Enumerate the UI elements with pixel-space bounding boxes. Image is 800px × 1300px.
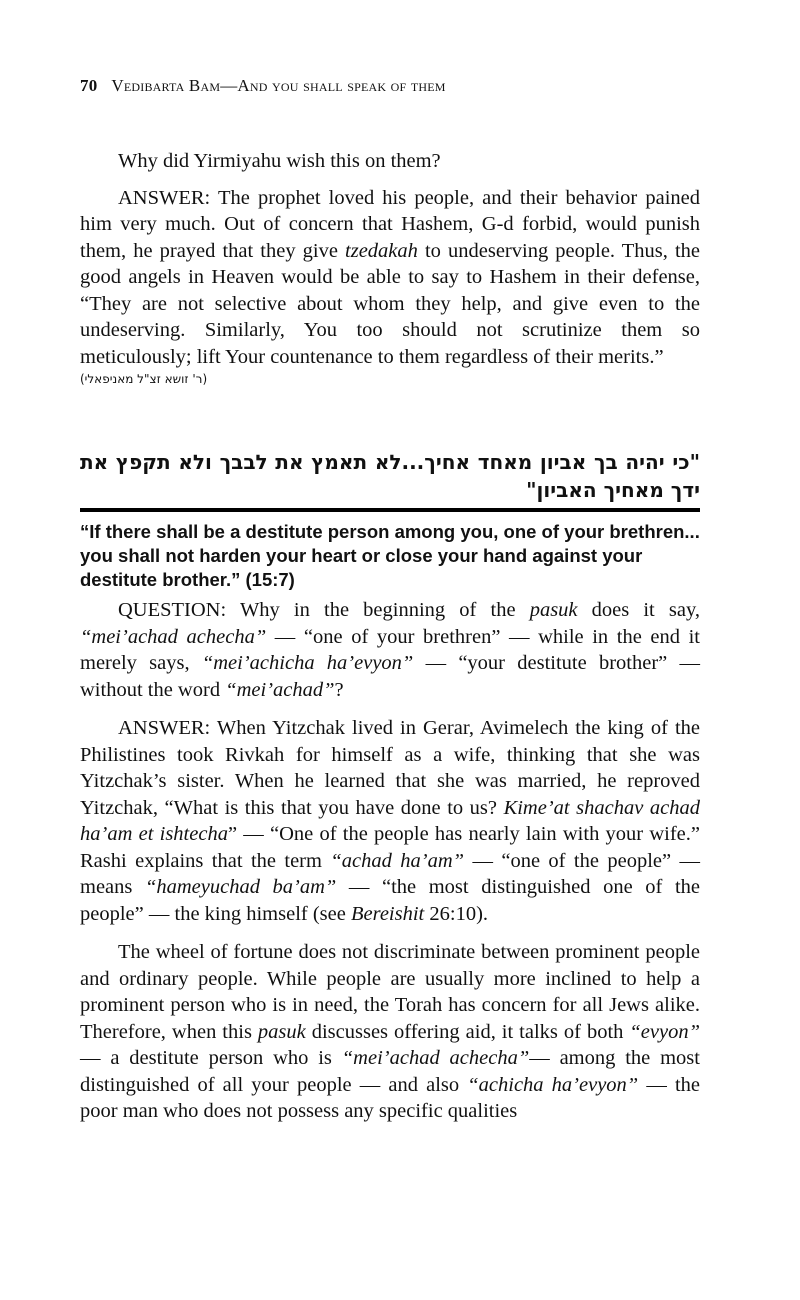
- heading-divider: [80, 508, 700, 512]
- answer-paragraph-1: ANSWER: The prophet loved his people, and their behavior pained him very much. Out of concern that Hashem, G-d forbid, would punish them, he prayed that they give tzedakah to undeserving people. Thus, the good angels in Heaven would be able to say to Hashem in their defense, “They are not selective about whom they help, and give even to the undeserving. Similarly, You too should not scrutinize them so meticulously; lift Your countenance to them regardless of their merits.”: [80, 186, 700, 368]
- answer-paragraph-2: ANSWER: When Yitzchak lived in Gerar, Avimelech the king of the Philistines took Rivkah for himself as a wife, thinking that she was Yitzchak’s sister. When he learned that she was married, he reproved Yitzchak, “What is this that you have done to us? Kime’at shachav achad ha’am et ishtecha” — “One of the people has nearly lain with your wife.” Rashi explains that the term “achad ha’am” — “one of the people” — means “hameyuchad ba’am” — “the most distinguished one of the people” — the king himself (see Bereishit 26:10).: [80, 717, 700, 925]
- source-citation: (ר' זושא זצ"ל מאניפאלי): [80, 372, 208, 386]
- running-head: [80, 76, 446, 96]
- page-number: 70: [80, 76, 98, 95]
- top-section: [80, 148, 700, 386]
- verse-section: [80, 448, 700, 592]
- english-verse-heading: “If there shall be a destitute person among you, one of your brethren... you shall not harden your heart or close your hand against your destitute brother.” (15:7): [80, 521, 700, 590]
- question-paragraph-1: Why did Yirmiyahu wish this on them?: [118, 150, 441, 172]
- hebrew-verse-heading: "כי יהיה בך אביון מאחד אחיך...לא תאמץ את לבבך ולא תקפץ את ידך מאחיך האביון": [80, 450, 700, 502]
- question-paragraph-2: QUESTION: Why in the beginning of the pasuk does it say, “mei’achad achecha” — “one of your brethren” — while in the end it merely says, “mei’achicha ha’evyon” — “your destitute brother” — without the word “mei’achad”?: [80, 599, 700, 701]
- body-section: [80, 597, 700, 1125]
- book-title: Vedibarta Bam—And you shall speak of them: [111, 76, 446, 95]
- body-paragraph-3: The wheel of fortune does not discriminate between prominent people and ordinary people. While people are usually more inclined to help a prominent person who is in need, the Torah has concern for all Jews alike. Therefore, when this pasuk discusses offering aid, it talks of both “evyon” — a destitute person who is “mei’achad achecha”— among the most distinguished of all your people — and also “achicha ha’evyon” — the poor man who does not possess any specific qualities: [80, 941, 700, 1122]
